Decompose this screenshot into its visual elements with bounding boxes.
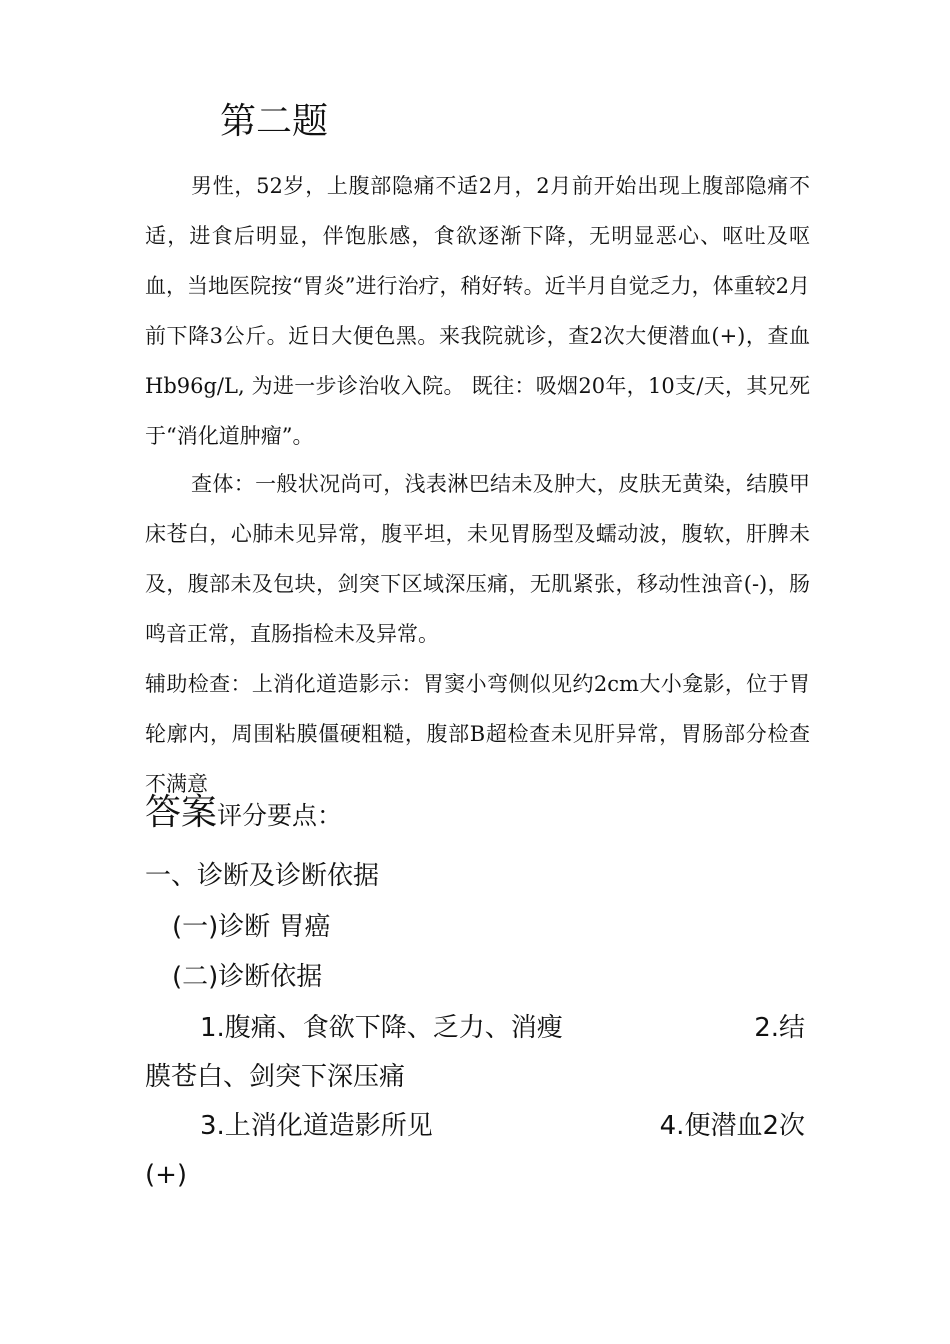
question-title: 第二题	[220, 101, 329, 142]
auxiliary-exam-paragraph: 辅助检查：上消化道造影示：胃窦小弯侧似见约2cm大小龛影，位于胃轮廓内，周围粘膜僵硬粗糙，腹部B超检查未见肝异常，胃肠部分检查不满意	[145, 672, 810, 796]
basis-item-1: 1.腹痛、食欲下降、乏力、消瘦	[200, 1013, 563, 1043]
basis-item-2-start: 2.结	[754, 1013, 805, 1043]
basis-item-3: 3.上消化道造影所见	[200, 1111, 433, 1141]
basis-item-2-continued: 膜苍白、剑突下深压痛	[145, 1062, 406, 1092]
answer-heading	[145, 790, 342, 839]
physical-exam-paragraph: 查体：一般状况尚可，浅表淋巴结未及肿大，皮肤无黄染，结膜甲床苍白，心肺未见异常，腹平坦，未见胃肠型及蠕动波，腹软，肝脾未及，腹部未及包块，剑突下区域深压痛，无肌紧张，移动性浊音(-)，肠鸣音正常，直肠指检未及异常。	[145, 472, 810, 646]
basis-item-4-continued: (+)	[145, 1160, 188, 1190]
basis-item-4-start: 4.便潜血2次	[659, 1111, 805, 1141]
case-history-paragraph: 男性，52岁，上腹部隐痛不适2月，2月前开始出现上腹部隐痛不适，进食后明显，伴饱胀感，食欲逐渐下降，无明显恶心、呕吐及呕血，当地医院按“胃炎”进行治疗，稍好转。近半月自觉乏力，体重较2月前下降3公斤。近日大便色黑。来我院就诊，查2次大便潜血(+)，查血Hb96g/L, 为进一步诊治收入院。 既往：吸烟20年，10支/天，其兄死于“消化道肿瘤”。	[145, 174, 810, 448]
diagnosis-basis-heading: (二)诊断依据	[172, 962, 323, 992]
section-diagnosis-heading: 一、诊断及诊断依据	[145, 861, 380, 891]
answer-heading-small: 评分要点：	[217, 801, 343, 830]
diagnosis-line: (一)诊断 胃癌	[172, 912, 331, 942]
answer-heading-big: 答案	[145, 792, 218, 833]
